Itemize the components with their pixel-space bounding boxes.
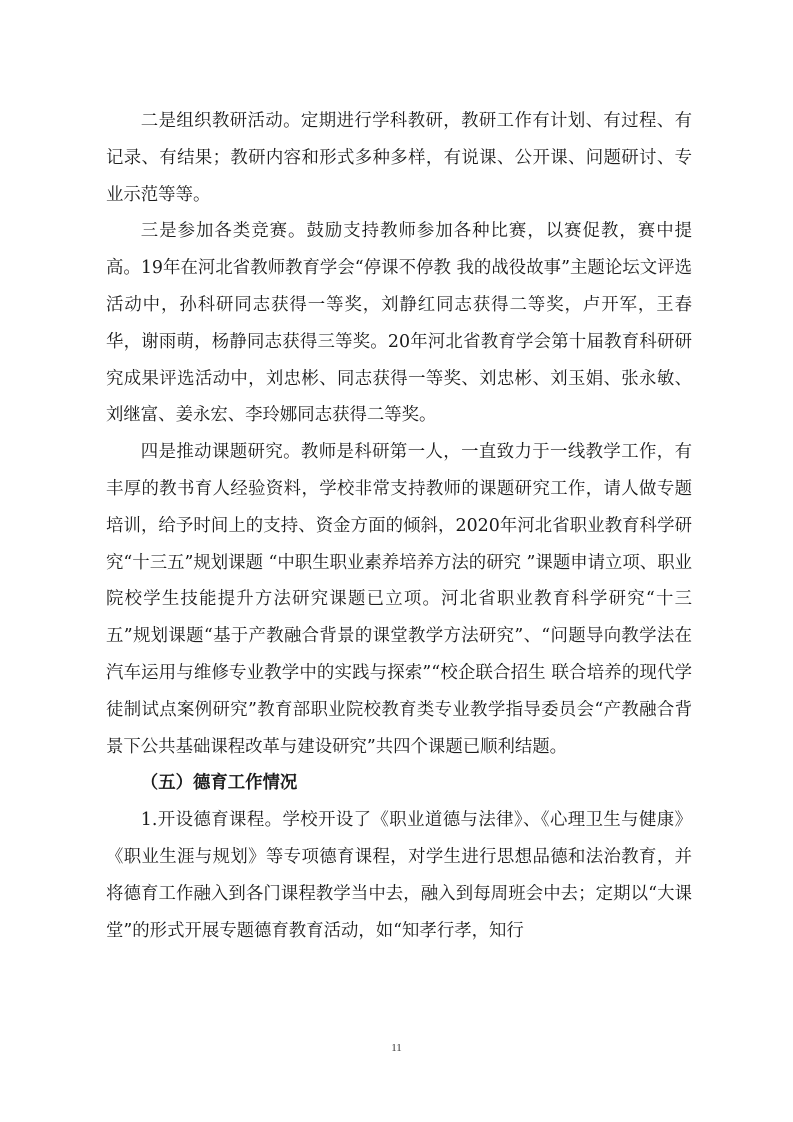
paragraph-competitions: 三是参加各类竞赛。鼓励支持教师参加各种比赛，以赛促教，赛中提高。19年在河北省教师教育学会“停课不停教 我的战役故事”主题论坛文评选活动中，孙科研同志获得一等奖，刘静红同志获得二等奖，卢开军，王春华，谢雨萌，杨静同志获得三等奖。20年河北省教育学会第十届教育科研研究成果评选活动中，刘忠彬、同志获得一等奖、刘忠彬、刘玉娟、张永敏、刘继富、姜永宏、李玲娜同志获得二等奖。 [106, 221, 692, 426]
paragraph-research-projects: 四是推动课题研究。教师是科研第一人，一直致力于一线教学工作，有丰厚的教书育人经验资料，学校非常支持教师的课题研究工作，请人做专题培训，给予时间上的支持、资金方面的倾斜，2020年河北省职业教育科学研究“十三五”规划课题 “中职生职业素养培养方法的研究 ”课题申请立项、职业院校学生技能提升方法研究课题已立项。河北省职业教育科学研究“十三五”规划课题“基于产教融合背景的课堂教学方法研究”、“问题导向教学法在汽车运用与维修专业教学中的实践与探索”“校企联合招生 联合培养的现代学徒制试点案例研究”教育部职业院校教育类专业教学指导委员会“产教融合背景下公共基础课程改革与建设研究”共四个课题已顺利结题。 [106, 442, 692, 757]
page-number: 11 [391, 1042, 402, 1054]
paragraph-teaching-research: 二是组织教研活动。定期进行学科教研，教研工作有计划、有过程、有记录、有结果；教研内容和形式多种多样，有说课、公开课、问题研讨、专业示范等等。 [106, 111, 692, 205]
section-heading-moral-education: （五）德育工作情况 [140, 773, 298, 794]
document-body [106, 103, 692, 949]
paragraph-moral-courses: 1.开设德育课程。学校开设了《职业道德与法律》、《心理卫生与健康》《职业生涯与规划》等专项德育课程，对学生进行思想品德和法治教育，并将德育工作融入到各门课程教学当中去，融入到每周班会中去；定期以“大课堂”的形式开展专题德育教育活动，如“知孝行孝，知行 [106, 810, 692, 941]
